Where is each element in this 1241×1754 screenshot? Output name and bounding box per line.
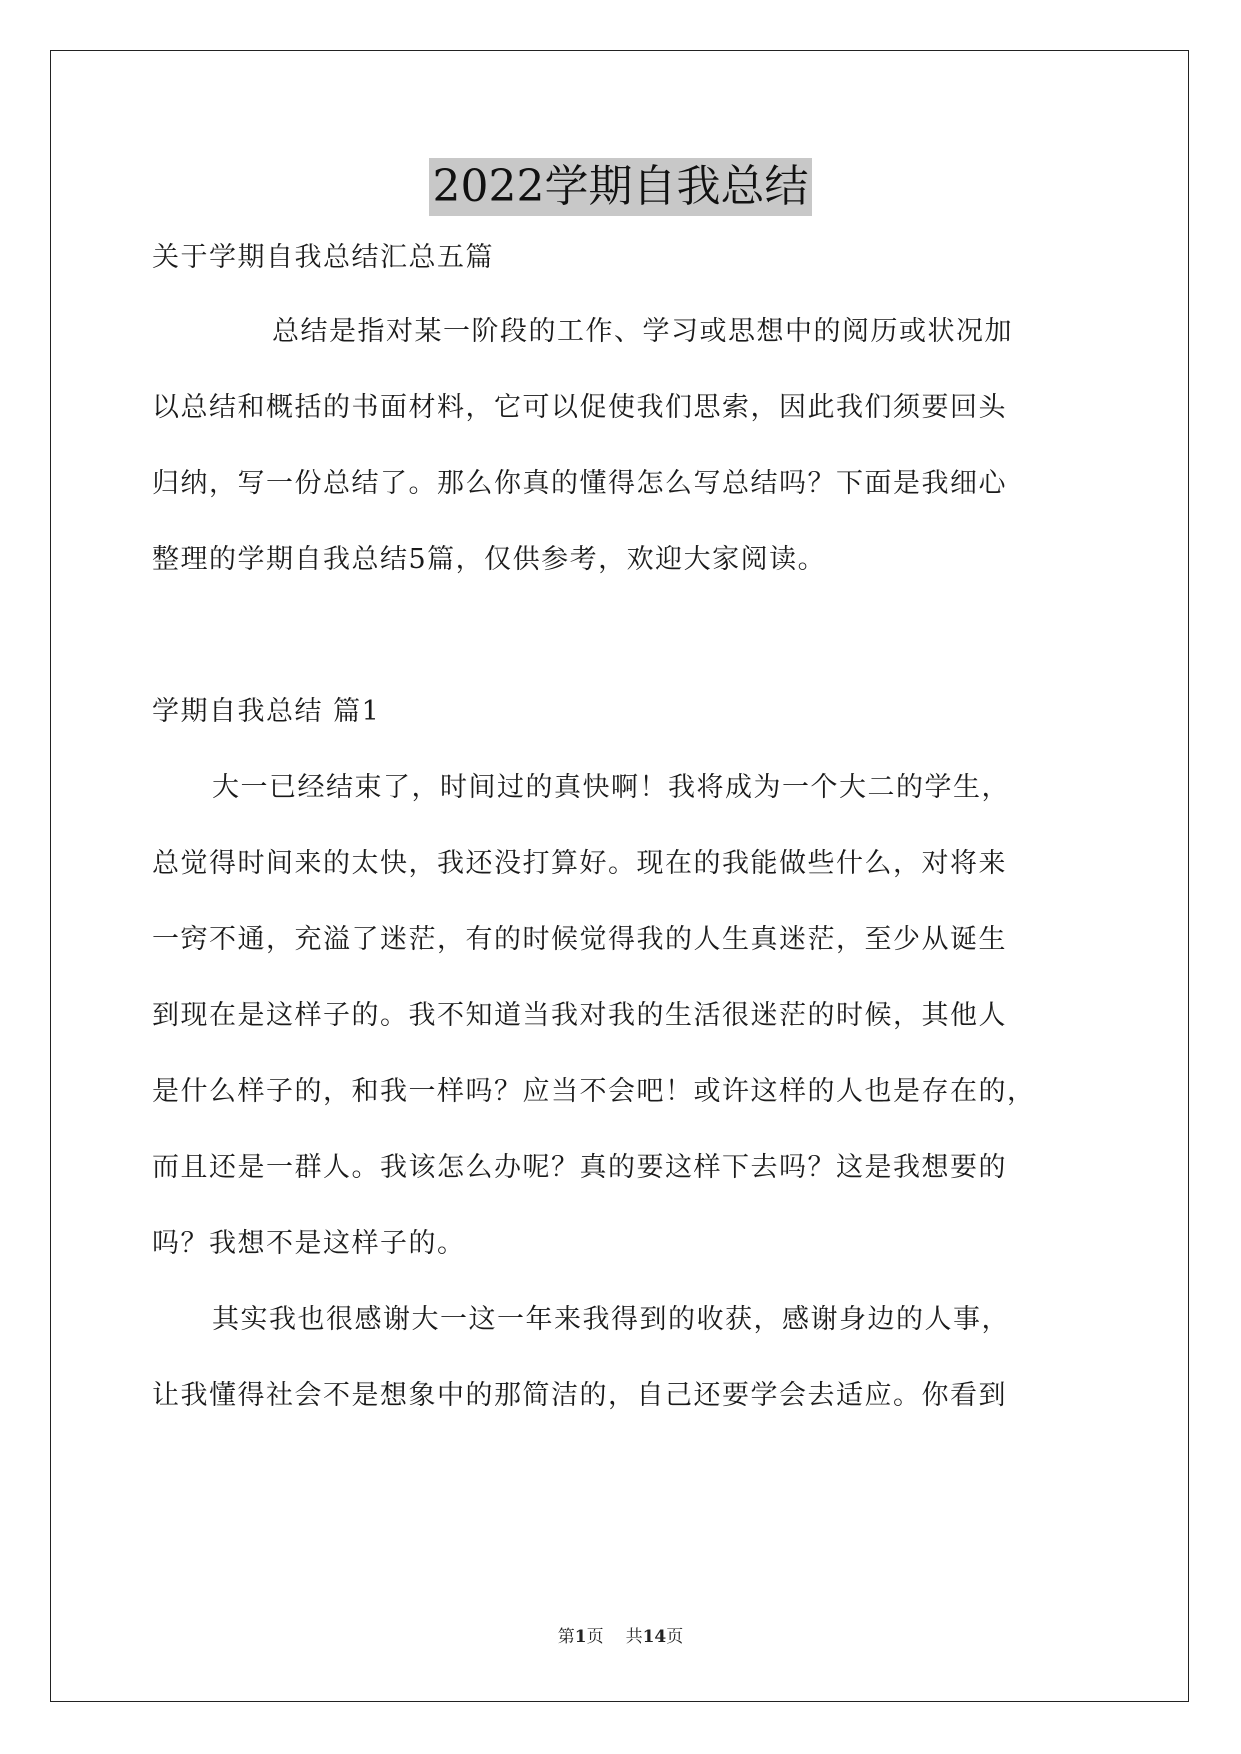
paragraph-line: 吗？我想不是这样子的。 [152,1228,466,1259]
title-container [0,158,1241,216]
intro-line: 归纳，写一份总结了。那么你真的懂得怎么写总结吗？下面是我细心 [152,468,1007,499]
total-page-number: 14 [642,1627,667,1647]
total-suffix: 页 [666,1627,684,1647]
intro-line: 以总结和概括的书面材料，它可以促使我们思索，因此我们须要回头 [152,392,1007,423]
paragraph-line: 让我懂得社会不是想象中的那简洁的，自己还要学会去适应。你看到 [152,1380,1007,1411]
document-subtitle: 关于学期自我总结汇总五篇 [152,242,494,273]
current-page-number: 1 [574,1627,587,1647]
total-prefix: 共 [625,1627,643,1647]
paragraph-line: 总觉得时间来的太快，我还没打算好。现在的我能做些什么，对将来 [152,848,1007,879]
paragraph-line: 而且还是一群人。我该怎么办呢？真的要这样下去吗？这是我想要的 [152,1152,1007,1183]
paragraph-line: 到现在是这样子的。我不知道当我对我的生活很迷茫的时候，其他人 [152,1000,1007,1031]
document-title: 2022学期自我总结 [429,158,813,216]
intro-line: 整理的学期自我总结5篇，仅供参考，欢迎大家阅读。 [152,544,827,575]
paragraph-line: 大一已经结束了，时间过的真快啊！我将成为一个大二的学生， [212,772,1010,803]
paragraph-line: 其实我也很感谢大一这一年来我得到的收获，感谢身边的人事， [212,1304,1010,1335]
page-footer [0,1622,1241,1647]
paragraph-line: 一窍不通，充溢了迷茫，有的时候觉得我的人生真迷茫，至少从诞生 [152,924,1007,955]
intro-line: 总结是指对某一阶段的工作、学习或思想中的阅历或状况加 [272,316,1013,347]
paragraph-line: 是什么样子的，和我一样吗？应当不会吧！或许这样的人也是存在的， [152,1076,1036,1107]
section-heading: 学期自我总结 篇1 [152,696,381,727]
page-prefix: 第 [557,1627,575,1647]
page-suffix: 页 [586,1627,604,1647]
